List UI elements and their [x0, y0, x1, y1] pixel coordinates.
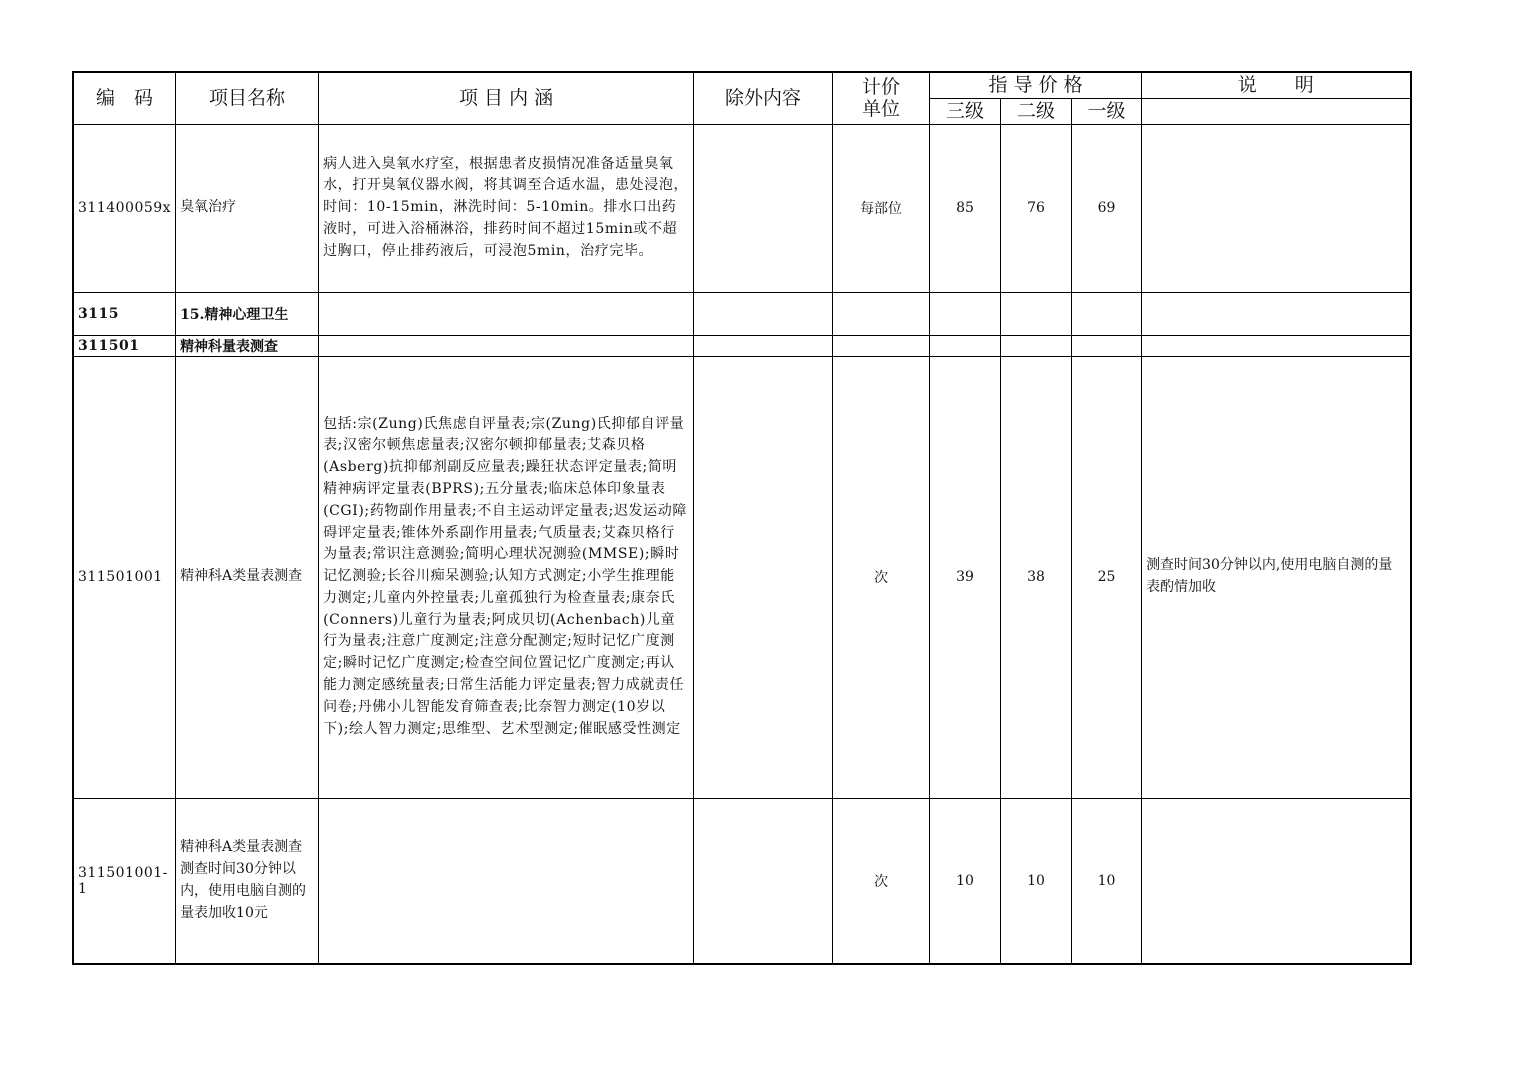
section-title: 15.精神心理卫生: [176, 292, 319, 335]
subsection-title: 精神科量表测查: [176, 335, 319, 356]
header-name: 项目名称: [176, 72, 319, 124]
table-row: [73, 124, 1411, 292]
row-name: 精神科A类量表测查: [176, 356, 319, 798]
section-code: 3115: [73, 292, 176, 335]
price-table: [72, 71, 1412, 965]
row-note: [1142, 798, 1411, 964]
subsection-row: [73, 335, 1411, 356]
row-price-level3: 10: [930, 798, 1001, 964]
row-unit: 次: [833, 798, 930, 964]
row-price-level1: 25: [1072, 356, 1142, 798]
row-code: 311501001-1: [73, 798, 176, 964]
row-name: 精神科A类量表测查 测查时间30分钟以内，使用电脑自测的量表加收10元: [176, 798, 319, 964]
row-code: 311400059x: [73, 124, 176, 292]
row-name: 臭氧治疗: [176, 124, 319, 292]
row-code: 311501001: [73, 356, 176, 798]
table-row: [73, 798, 1411, 964]
header-note-blank: [1142, 98, 1411, 124]
row-note: [1142, 124, 1411, 292]
row-exclusion: [694, 356, 833, 798]
row-price-level3: 39: [930, 356, 1001, 798]
header-note: 说 明: [1142, 72, 1411, 98]
row-content: 包括:宗(Zung)氏焦虑自评量表;宗(Zung)氏抑郁自评量表;汉密尔顿焦虑量表;汉密尔顿抑郁量表;艾森贝格(Asberg)抗抑郁剂副反应量表;躁狂状态评定量表;简明精神病评定量表(BPRS);五分量表;临床总体印象量表(CGI);药物副作用量表;不自主运动评定量表;迟发运动障碍评定量表;锥体外系副作用量表;气质量表;艾森贝格行为量表;常识注意测验;简明心理状况测验(MMSE);瞬时记忆测验;长谷川痴呆测验;认知方式测定;小学生推理能力测定;儿童内外控量表;儿童孤独行为检查量表;康奈氏(Conners)儿童行为量表;阿成贝切(Achenbach)儿童行为量表;注意广度测定;注意分配测定;短时记忆广度测定;瞬时记忆广度测定;检查空间位置记忆广度测定;再认能力测定感统量表;日常生活能力评定量表;智力成就责任问卷;丹佛小儿智能发育筛查表;比奈智力测定(10岁以下);绘人智力测定;思维型、艺术型测定;催眠感受性测定: [319, 356, 694, 798]
table-row: [73, 356, 1411, 798]
row-exclusion: [694, 124, 833, 292]
section-row: [73, 292, 1411, 335]
row-price-level3: 85: [930, 124, 1001, 292]
header-level1: 一级: [1072, 98, 1142, 124]
header-guide-price: 指 导 价 格: [930, 72, 1142, 98]
row-note: 测查时间30分钟以内,使用电脑自测的量表酌情加收: [1142, 356, 1411, 798]
row-price-level2: 76: [1001, 124, 1072, 292]
price-table-sheet: [72, 71, 1412, 965]
subsection-code: 311501: [73, 335, 176, 356]
header-level2: 二级: [1001, 98, 1072, 124]
header-unit-line2: 单位: [862, 98, 901, 121]
header-code: 编 码: [73, 72, 176, 124]
row-price-level2: 10: [1001, 798, 1072, 964]
header-level3: 三级: [930, 98, 1001, 124]
header-content: 项 目 内 涵: [319, 72, 694, 124]
row-price-level2: 38: [1001, 356, 1072, 798]
row-price-level1: 10: [1072, 798, 1142, 964]
row-unit: 次: [833, 356, 930, 798]
row-content: [319, 798, 694, 964]
header-exclusion: 除外内容: [694, 72, 833, 124]
header-unit: [833, 72, 930, 124]
row-price-level1: 69: [1072, 124, 1142, 292]
header-unit-line1: 计价: [862, 76, 901, 99]
row-content: 病人进入臭氧水疗室，根据患者皮损情况准备适量臭氧水，打开臭氧仪器水阀，将其调至合适水温，患处浸泡，时间：10-15min，淋洗时间：5-10min。排水口出药液时，可进入浴桶淋浴，排药时间不超过15min或不超过胸口，停止排药液后，可浸泡5min，治疗完毕。: [319, 124, 694, 292]
row-unit: 每部位: [833, 124, 930, 292]
row-exclusion: [694, 798, 833, 964]
